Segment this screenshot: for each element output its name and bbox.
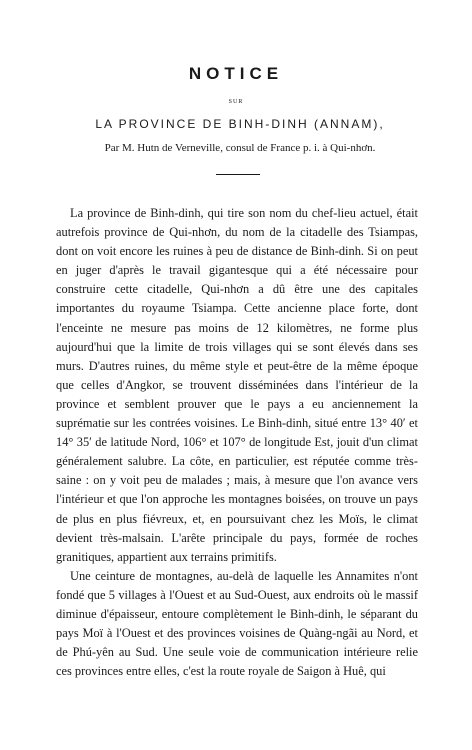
paragraph-1: La province de Binh-dinh, qui tire son nom du chef-lieu actuel, était autrefois province de Qui-nhơn, du nom de la citadelle des Tsiampas, dont on voit encore les ruines à peu de distance de Binh-dinh. Si on peut en juger d'après le travail gigantesque qui a été nécessaire pour construire cette citadelle, Qui-nhơn a dû être une des capitales importantes du royaume Tsiampa. Cette ancienne place forte, dont l'enceinte ne mesure pas moins de 12 kilomètres, ne forme plus aujourd'hui que la limite de trois villages qui se sont élevés dans ses murs. D'autres ruines, du même style et peut-être de la même époque que celles d'Angkor, se trouvent disséminées dans l'intérieur de la province et semblent prouver que le pays a eu anciennement la suprématie sur les contrées voisines. Le Binh-dinh, situé entre 13° 40′ et 14° 35′ de latitude Nord, 106° et 107° de longitude Est, jouit d'un climat généralement salubre. La côte, en particulier, est réputée comme très-saine : on y voit peu de malades ; mais, à mesure que l'on avance vers l'intérieur et que l'on approche les montagnes boisées, on trouve un pays de plus en plus fiévreux, et, en poursuivant chez les Moïs, le climat devient très-malsain. L'arête principale du pays, formée de roches granitiques, appartient aux terrains primitifs.	[56, 206, 418, 564]
title-connector: SUR	[228, 99, 244, 105]
body-text	[56, 204, 418, 681]
document-title: NOTICE	[188, 64, 284, 83]
document-subtitle: LA PROVINCE DE BINH-DINH (ANNAM),	[95, 117, 385, 131]
paragraph-2: Une ceinture de montagnes, au-delà de laquelle les Annamites n'ont fondé que 5 villages à l'Ouest et au Sud-Ouest, aux endroits où le massif diminue d'épaisseur, entoure complètement le Binh-dinh, le séparant du pays Moï à l'Ouest et des provinces voisines de Quàng-ngãi au Nord, et de Phú-yên au Sud. Une seule voie de communication intérieure relie ces provinces entre elles, c'est la route royale de Saigon à Huê, qui	[56, 568, 418, 679]
author-byline: Par M. Hutn de Verneville, consul de France p. i. à Qui-nhơn.	[104, 142, 376, 154]
title-divider	[216, 174, 260, 175]
